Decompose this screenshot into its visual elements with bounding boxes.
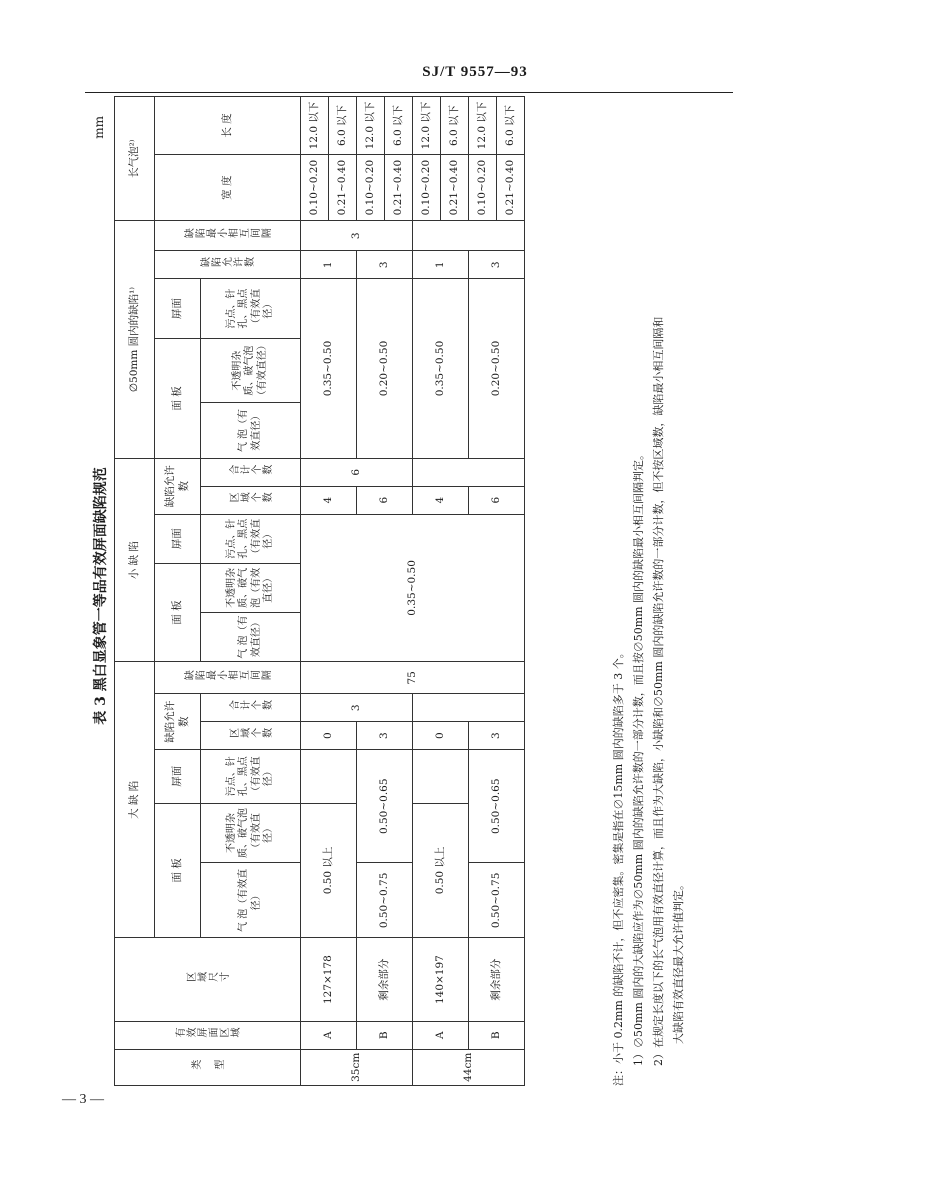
large-count-cell: 0	[301, 722, 357, 750]
large-screen-cell: 0.50~0.65	[469, 750, 525, 863]
width-cell: 0.21~0.40	[497, 154, 525, 220]
width-cell: 0.10~0.20	[301, 154, 329, 220]
table-row	[301, 97, 329, 1086]
circle-opaque-header: 不透明杂质、破气泡（有效直径）	[201, 339, 301, 403]
header-row-2	[155, 97, 201, 1086]
circle-count-cell: 1	[301, 251, 357, 279]
circle-value-cell: 0.35~0.50	[413, 279, 469, 459]
large-value-cell: 0.50 以上	[301, 803, 357, 938]
length-cell: 12.0 以下	[357, 97, 385, 155]
small-defect-header: 小 缺 陷	[115, 458, 155, 661]
length-cell: 6.0 以下	[329, 97, 357, 155]
large-screen-header: 屏面	[155, 750, 201, 804]
size-cell: 剩余部分	[357, 938, 413, 1021]
size-cell: 140×197	[413, 938, 469, 1021]
large-screen-cell	[301, 750, 357, 804]
large-count-cell: 3	[357, 722, 413, 750]
large-min-spacing-header: 缺陷最小相互间隔	[155, 662, 301, 694]
circle-spots-header: 污点、针孔、黑点（有效直径）	[201, 279, 301, 339]
header-rule	[85, 92, 733, 93]
small-panel-header: 面 板	[155, 563, 201, 661]
header-row-1	[115, 97, 155, 1086]
circle-count-cell: 3	[469, 251, 525, 279]
small-count-cell: 6	[469, 486, 525, 514]
large-screen-cell	[413, 750, 469, 804]
length-header: 长 度	[155, 97, 301, 155]
width-cell: 0.21~0.40	[329, 154, 357, 220]
zone-cell: B	[469, 1021, 525, 1049]
width-cell: 0.10~0.20	[357, 154, 385, 220]
small-area-count-header: 区域个数	[201, 486, 301, 514]
size-cell: 剩余部分	[469, 938, 525, 1021]
circle-min-spacing-header: 缺陷最小相互间隔	[155, 221, 301, 251]
large-value-cell: 0.50~0.75	[469, 863, 525, 938]
width-cell: 0.21~0.40	[441, 154, 469, 220]
zone-cell: B	[357, 1021, 413, 1049]
length-cell: 6.0 以下	[441, 97, 469, 155]
note-2: 2）在规定长度以下的长气泡用有效直径计算，而且作为大缺陷，小缺陷和∅50mm 圆内的缺陷允许数的一部分计数，但不按区域数，缺陷最小相互间隔和	[652, 316, 665, 1066]
length-cell: 12.0 以下	[413, 97, 441, 155]
circle-bubble-header: 气 泡（有效直径）	[201, 403, 301, 459]
large-count-cell: 0	[413, 722, 469, 750]
large-min-spacing-cell: 75	[301, 662, 525, 694]
large-value-cell: 0.50 以上	[413, 803, 469, 938]
zone-cell: A	[413, 1021, 469, 1049]
large-total-cell	[413, 694, 525, 722]
defect-spec-table	[114, 96, 525, 1086]
large-screen-cell: 0.50~0.65	[357, 750, 413, 863]
small-opaque-header: 不透明杂质、破气泡（有效直径）	[201, 563, 301, 612]
small-total-cell	[413, 458, 525, 486]
circle-panel-header: 面 板	[155, 339, 201, 459]
size-cell: 127×178	[301, 938, 357, 1021]
small-total-header: 合计个数	[201, 458, 301, 486]
area-header: 有效屏面区域	[115, 1021, 301, 1049]
circle-min-spacing-cell	[413, 221, 525, 251]
small-value-cell: 0.35~0.50	[301, 514, 525, 662]
width-cell: 0.21~0.40	[385, 154, 413, 220]
large-bubble-header: 气 泡（有效直径）	[201, 863, 301, 938]
unit-label: mm	[92, 116, 106, 139]
tube-35cm: 35cm	[301, 1049, 413, 1085]
small-bubble-header: 气 泡（有效直径）	[201, 613, 301, 662]
large-spots-header: 污点、针孔、黑点（有效直径）	[201, 750, 301, 804]
note-main: 注：小于 0.2mm 的缺陷不计，但不应密集。密集是指在∅15mm 圆内的缺陷多于 3 个。	[612, 647, 625, 1086]
size-header: 区域尺寸	[115, 938, 301, 1021]
length-cell: 6.0 以下	[497, 97, 525, 155]
large-total-cell: 3	[301, 694, 413, 722]
length-cell: 12.0 以下	[301, 97, 329, 155]
note-1: 1）∅50mm 圆内的大缺陷应作为∅50mm 圆内的缺陷允许数的一部分计数，而且按∅50mm 圆内的缺陷最小相互间隔判定。	[632, 448, 645, 1066]
circle-min-spacing-cell: 3	[301, 221, 413, 251]
small-total-cell: 6	[301, 458, 413, 486]
circle-screen-header: 屏面	[155, 279, 201, 339]
width-header: 宽 度	[155, 154, 301, 220]
circle-allow-header: 缺陷允许数	[155, 251, 301, 279]
small-screen-header: 屏面	[155, 514, 201, 563]
large-defect-header: 大 缺 陷	[115, 662, 155, 938]
length-cell: 12.0 以下	[469, 97, 497, 155]
tube-44cm: 44cm	[413, 1049, 525, 1085]
width-cell: 0.10~0.20	[469, 154, 497, 220]
page-number: — 3 —	[62, 1092, 104, 1107]
large-count-cell: 3	[469, 722, 525, 750]
circle-count-cell: 3	[357, 251, 413, 279]
large-total-header: 合计个数	[201, 694, 301, 722]
small-spots-header: 污点、针孔、黑点（有效直径）	[201, 514, 301, 563]
large-value-cell: 0.50~0.75	[357, 863, 413, 938]
circle-value-cell: 0.20~0.50	[469, 279, 525, 459]
table-title: 表 3 黑白显象管一等品有效屏面缺陷规范	[93, 467, 109, 725]
zone-cell: A	[301, 1021, 357, 1049]
large-area-count-header: 区域个数	[201, 722, 301, 750]
large-panel-header: 面 板	[155, 803, 201, 938]
circle-value-cell: 0.35~0.50	[301, 279, 357, 459]
long-bubble-header: 长气泡²⁾	[115, 97, 155, 221]
circle-defect-header: ∅50mm 圆内的缺陷¹⁾	[115, 221, 155, 459]
large-opaque-header: 不透明杂质、破气泡（有效直径）	[201, 803, 301, 863]
circle-count-cell: 1	[413, 251, 469, 279]
small-count-cell: 4	[413, 486, 469, 514]
rotated-table-region	[82, 96, 732, 1096]
note-2-cont: 大缺陷有效直径最大允许值判定。	[672, 879, 685, 1044]
circle-value-cell: 0.20~0.50	[357, 279, 413, 459]
width-cell: 0.10~0.20	[413, 154, 441, 220]
large-allow-header: 缺陷允许数	[155, 694, 201, 750]
small-count-cell: 4	[301, 486, 357, 514]
standard-number: SJ/T 9557—93	[422, 64, 528, 80]
small-allow-header: 缺陷允许数	[155, 458, 201, 514]
small-count-cell: 6	[357, 486, 413, 514]
type-header: 类 型	[115, 1049, 301, 1085]
length-cell: 6.0 以下	[385, 97, 413, 155]
